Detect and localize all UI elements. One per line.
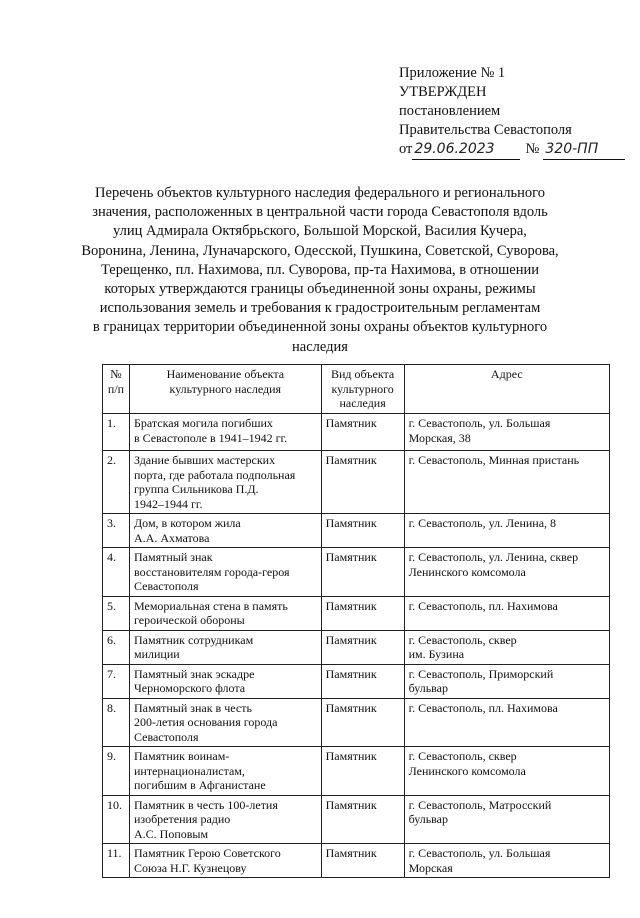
from-label: от xyxy=(399,141,413,157)
table-row xyxy=(103,698,610,747)
table-row xyxy=(103,451,610,514)
object-name: Мемориальная стена в память героической обороны xyxy=(129,596,321,630)
government-label: Правительства Севастополя xyxy=(399,122,572,138)
object-type: Памятник xyxy=(321,747,404,796)
header-name: Наименование объекта культурного наследия xyxy=(129,365,321,414)
object-type: Памятник xyxy=(321,514,404,548)
row-number: 6. xyxy=(103,630,130,664)
object-name: Памятник сотрудникам милиции xyxy=(129,630,321,664)
heading-line: значения, расположенных в центральной части города Севастополя вдоль xyxy=(92,204,548,221)
heritage-objects-table xyxy=(102,364,610,878)
object-type: Памятник xyxy=(321,414,404,451)
row-number: 1. xyxy=(103,414,130,451)
object-type: Памятник xyxy=(321,664,404,698)
object-name: Братская могила погибших в Севастополе в 1941–1942 гг. xyxy=(129,414,321,451)
heading-line: Терещенко, пл. Нахимова, пл. Суворова, пр-та Нахимова, в отношении xyxy=(100,261,540,278)
row-number: 10. xyxy=(103,795,130,844)
row-number: 4. xyxy=(103,548,130,597)
object-name: Памятник в честь 100-летия изобретения радио А.С. Поповым xyxy=(129,795,321,844)
heading-line: Воронина, Ленина, Луначарского, Одесской, Пушкина, Советской, Суворова, xyxy=(81,242,559,259)
handwritten-date: 29.06.2023 xyxy=(412,140,519,160)
object-address: г. Севастополь, ул. Большая Морская, 38 xyxy=(404,414,609,451)
table-row xyxy=(103,596,610,630)
header-number: № п/п xyxy=(103,365,130,414)
object-address: г. Севастополь, Приморский бульвар xyxy=(404,664,609,698)
object-type: Памятник xyxy=(321,630,404,664)
approval-block xyxy=(399,64,625,160)
object-address: г. Севастополь, ул. Ленина, сквер Ленинского комсомола xyxy=(404,548,609,597)
object-name: Памятный знак восстановителям города-героя Севастополя xyxy=(129,548,321,597)
appendix-label: Приложение № 1 xyxy=(399,65,506,81)
object-address: г. Севастополь, пл. Нахимова xyxy=(404,698,609,747)
object-name: Здание бывших мастерских порта, где работала подпольная группа Сильникова П.Д. 1942–1944 гг. xyxy=(129,451,321,514)
row-number: 8. xyxy=(103,698,130,747)
table-row xyxy=(103,795,610,844)
handwritten-number: 320-ПП xyxy=(543,140,625,160)
object-address: г. Севастополь, ул. Большая Морская xyxy=(404,844,609,878)
heading-line: улиц Адмирала Октябрьского, Большой Морской, Василия Кучера, xyxy=(113,223,527,240)
heading-line: которых утверждаются границы объединенной зоны охраны, режимы xyxy=(104,281,536,298)
object-address: г. Севастополь, Минная пристань xyxy=(404,451,609,514)
header-type: Вид объекта культурного наследия xyxy=(321,365,404,414)
heading-line: наследия xyxy=(292,338,348,355)
object-type: Памятник xyxy=(321,451,404,514)
table-row xyxy=(103,747,610,796)
object-type: Памятник xyxy=(321,844,404,878)
heading-line: Перечень объектов культурного наследия федерального и регионального xyxy=(95,185,545,201)
object-name: Памятный знак в честь 200-летия основания города Севастополя xyxy=(129,698,321,747)
table-row xyxy=(103,664,610,698)
resolution-label: постановлением xyxy=(399,103,501,119)
table-row xyxy=(103,630,610,664)
object-address: г. Севастополь, пл. Нахимова xyxy=(404,596,609,630)
number-label: № xyxy=(525,141,540,157)
object-name: Памятник воинам- интернационалистам, погибшим в Афганистане xyxy=(129,747,321,796)
object-address: г. Севастополь, ул. Ленина, 8 xyxy=(404,514,609,548)
table-row xyxy=(103,414,610,451)
object-type: Памятник xyxy=(321,698,404,747)
header-address: Адрес xyxy=(404,365,609,414)
document-heading xyxy=(70,184,570,357)
row-number: 2. xyxy=(103,451,130,514)
table-row xyxy=(103,514,610,548)
object-name: Памятник Герою Советского Союза Н.Г. Кузнецову xyxy=(129,844,321,878)
object-name: Памятный знак эскадре Черноморского флота xyxy=(129,664,321,698)
row-number: 7. xyxy=(103,664,130,698)
object-type: Памятник xyxy=(321,795,404,844)
resolution-date-number xyxy=(399,140,625,160)
table-header-row xyxy=(103,365,610,414)
row-number: 3. xyxy=(103,514,130,548)
row-number: 5. xyxy=(103,596,130,630)
table-row xyxy=(103,844,610,878)
object-type: Памятник xyxy=(321,596,404,630)
table-row xyxy=(103,548,610,597)
object-type: Памятник xyxy=(321,548,404,597)
row-number: 11. xyxy=(103,844,130,878)
row-number: 9. xyxy=(103,747,130,796)
object-address: г. Севастополь, сквер им. Бузина xyxy=(404,630,609,664)
approved-label: УТВЕРЖДЕН xyxy=(399,84,487,100)
heading-line: в границах территории объединенной зоны охраны объектов культурного xyxy=(92,319,548,336)
object-address: г. Севастополь, Матросский бульвар xyxy=(404,795,609,844)
heading-line: использования земель и требования к градостроительным регламентам xyxy=(99,300,541,317)
object-address: г. Севастополь, сквер Ленинского комсомола xyxy=(404,747,609,796)
object-name: Дом, в котором жила А.А. Ахматова xyxy=(129,514,321,548)
